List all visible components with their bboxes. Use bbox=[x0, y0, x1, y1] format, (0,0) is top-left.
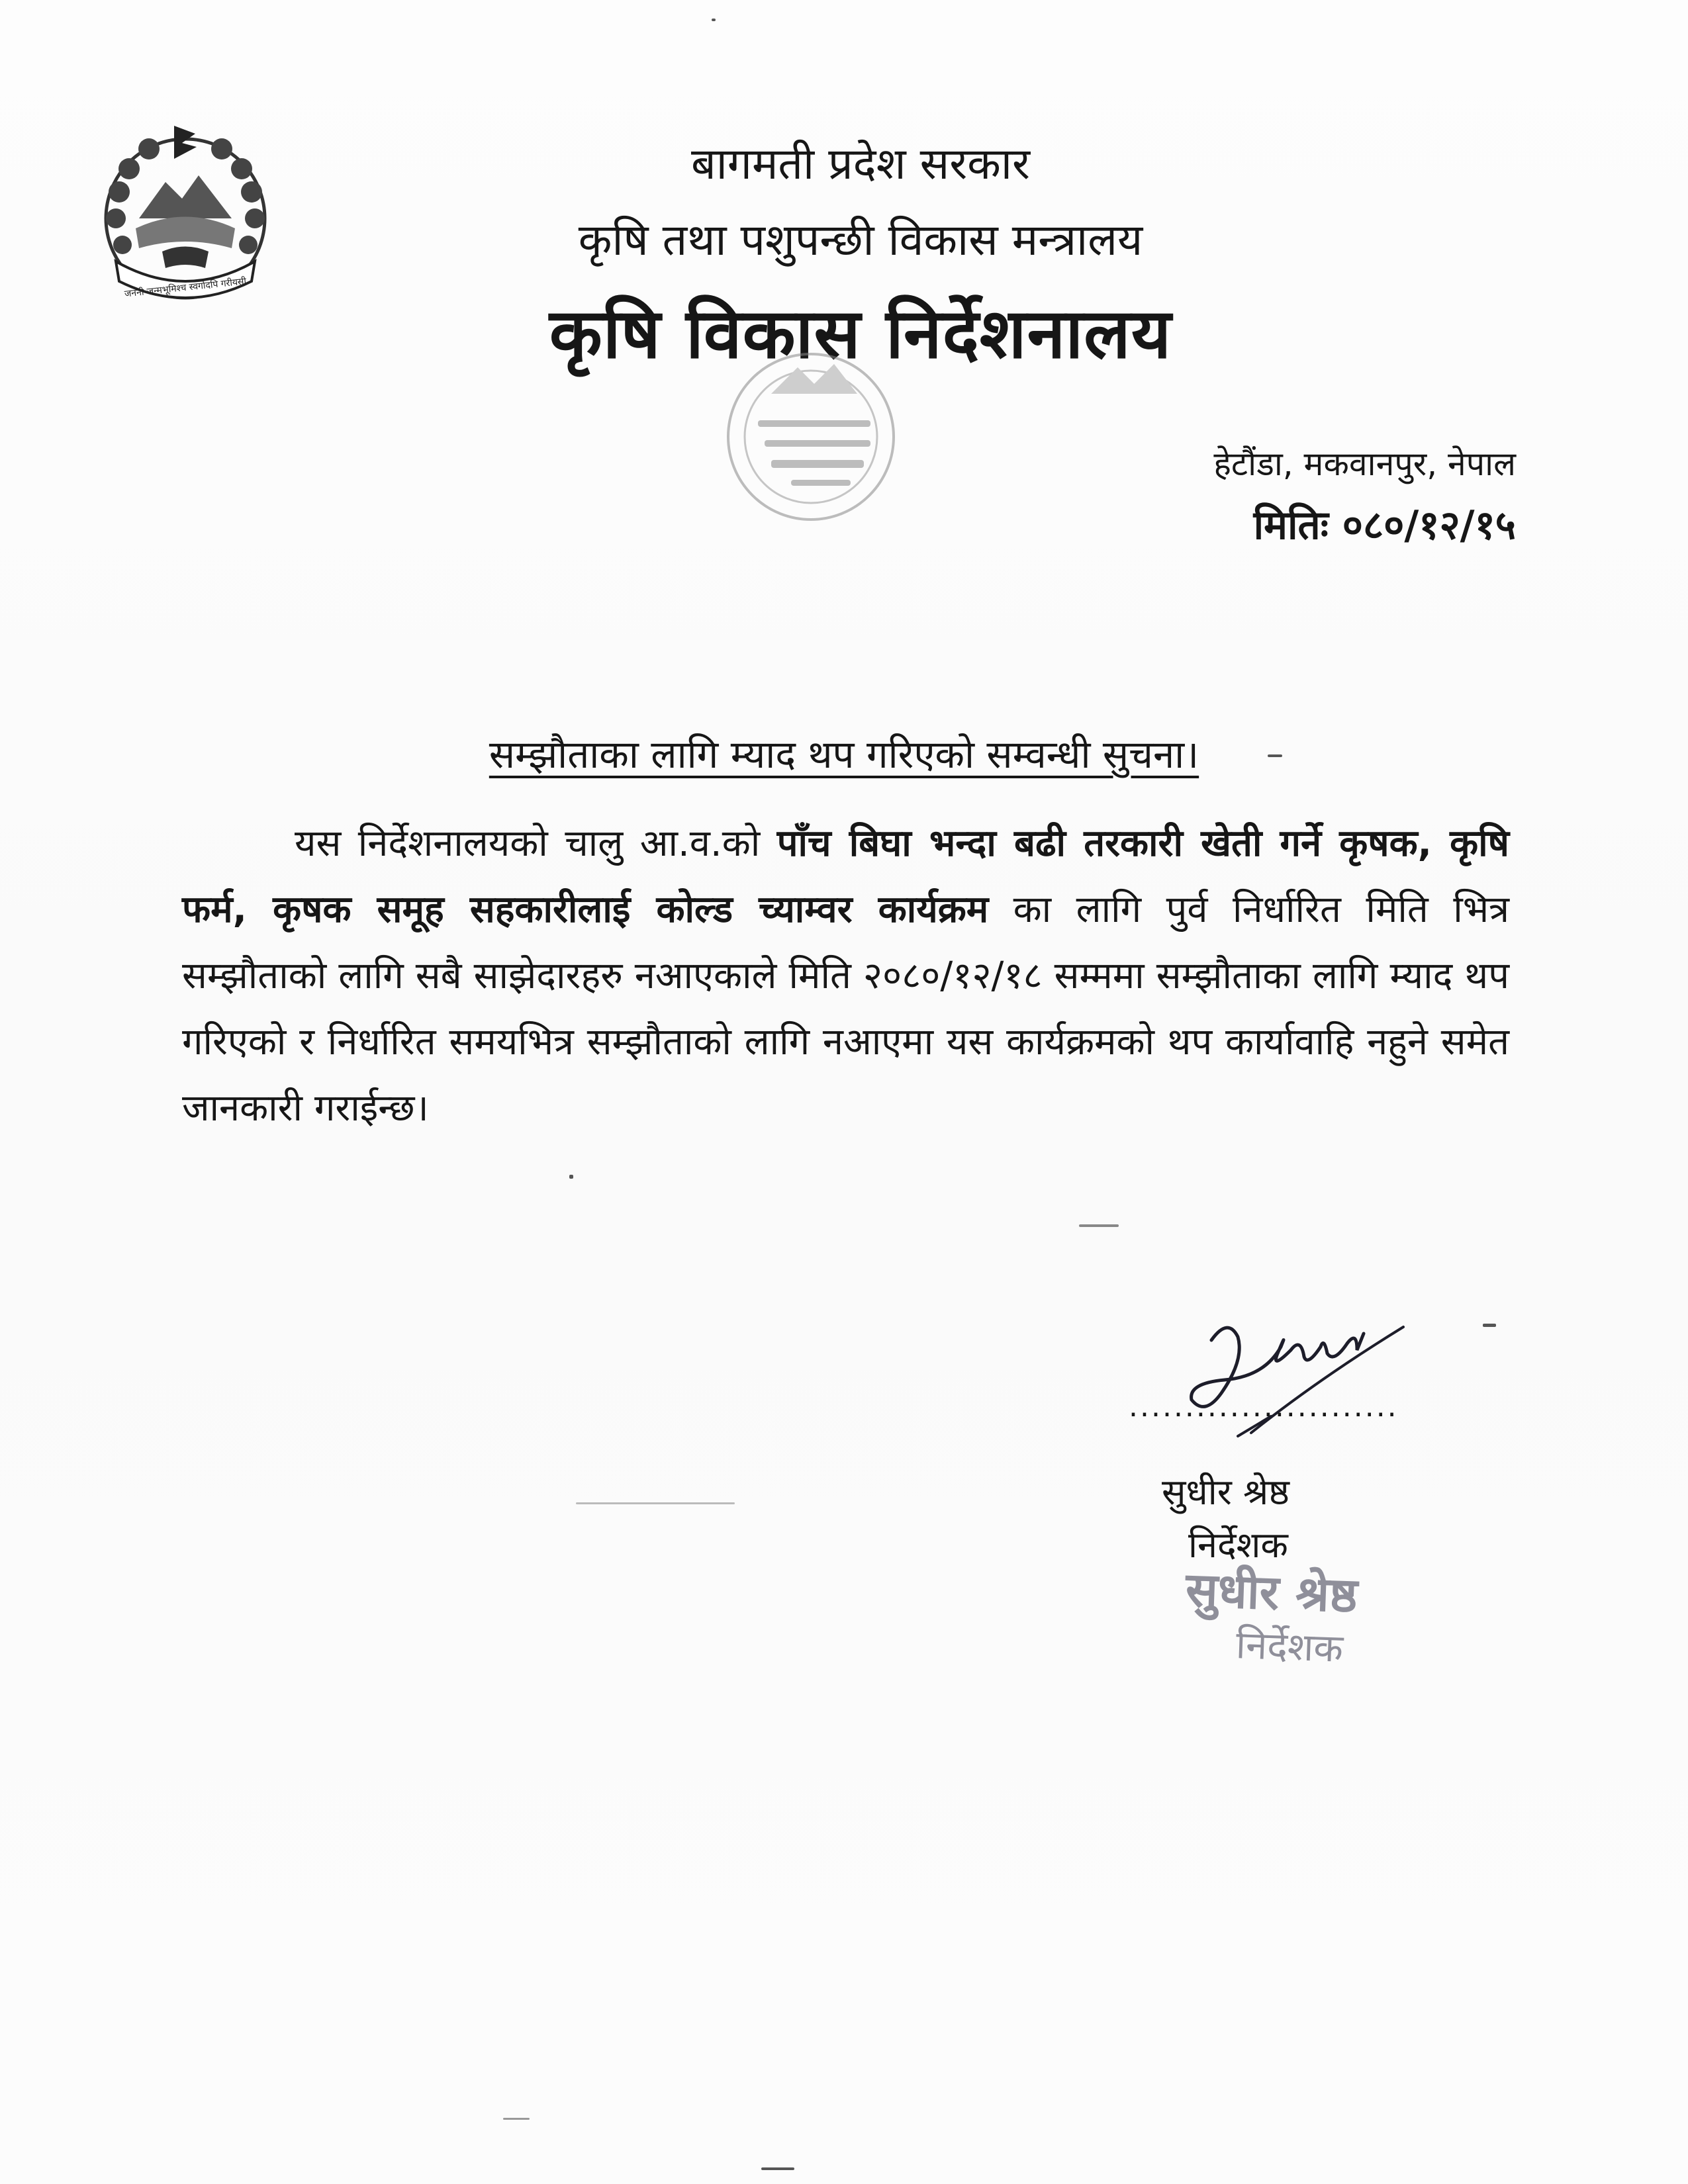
office-round-seal-icon bbox=[705, 347, 923, 539]
scan-speck bbox=[576, 1502, 735, 1504]
office-location: हेटौंडा, मकवानपुर, नेपाल bbox=[1213, 445, 1516, 483]
scan-speck bbox=[569, 1175, 573, 1179]
notice-body bbox=[182, 811, 1509, 1142]
signer-name: सुधीर श्रेष्ठ bbox=[1162, 1471, 1289, 1513]
handwritten-signature-icon bbox=[1165, 1300, 1417, 1466]
scan-speck bbox=[761, 2167, 794, 2170]
notice-subject bbox=[0, 727, 1688, 779]
name-stamp bbox=[1183, 1556, 1358, 1674]
stamp-title: निर्देशक bbox=[1235, 1622, 1344, 1671]
body-rest: का लागि पुर्व निर्धारित मिति भित्र सम्झौताको लागि सबै साझेदारहरु नआएकाले मिति २०८०/१२/१८ सम्ममा सम्झौताका लागि म्याद थप गरिएको र निर्धारित समयभित्र सम्झौताको लागि नआएमा यस कार्यक्रमको थप कार्यावाहि नहुने समेत जानकारी गराईन्छ। bbox=[182, 888, 1510, 1130]
header-directorate: कृषि विकास निर्देशनालय bbox=[549, 293, 1172, 374]
scan-speck bbox=[1483, 1324, 1496, 1327]
stamp-name: सुधीर श्रेष्ठ bbox=[1184, 1561, 1359, 1623]
scan-speck bbox=[1268, 754, 1282, 757]
scan-speck bbox=[503, 2118, 530, 2120]
document-date bbox=[1254, 496, 1516, 551]
date-label: मितिः bbox=[1253, 502, 1329, 549]
signature-line: ........................ bbox=[1129, 1390, 1399, 1424]
date-value: ०८०/१२/१५ bbox=[1342, 502, 1516, 549]
header-province: बागमती प्रदेश सरकार bbox=[691, 138, 1030, 189]
body-intro: यस निर्देशनालयको चालु आ.व.को bbox=[295, 822, 777, 865]
emblem-motto: जननी जन्मभूमिश्च स्वर्गादपि गरीयसी bbox=[124, 276, 247, 300]
header-ministry: कृषि तथा पशुपन्छी विकास मन्त्रालय bbox=[578, 214, 1143, 265]
notice-subject-text: सम्झौताका लागि म्याद थप गरिएको सम्वन्धी सुचना। bbox=[489, 732, 1199, 777]
body-program-name: पाँच बिघा भन्दा बढी तरकारी खेती गर्ने कृषक, कृषि फर्म, कृषक समूह सहकारीलाई कोल्ड च्याम्वर कार्यक्रम bbox=[182, 822, 1510, 931]
scan-speck bbox=[712, 19, 716, 21]
signer-title: निर्देशक bbox=[1188, 1524, 1288, 1566]
scan-speck bbox=[1079, 1224, 1119, 1227]
